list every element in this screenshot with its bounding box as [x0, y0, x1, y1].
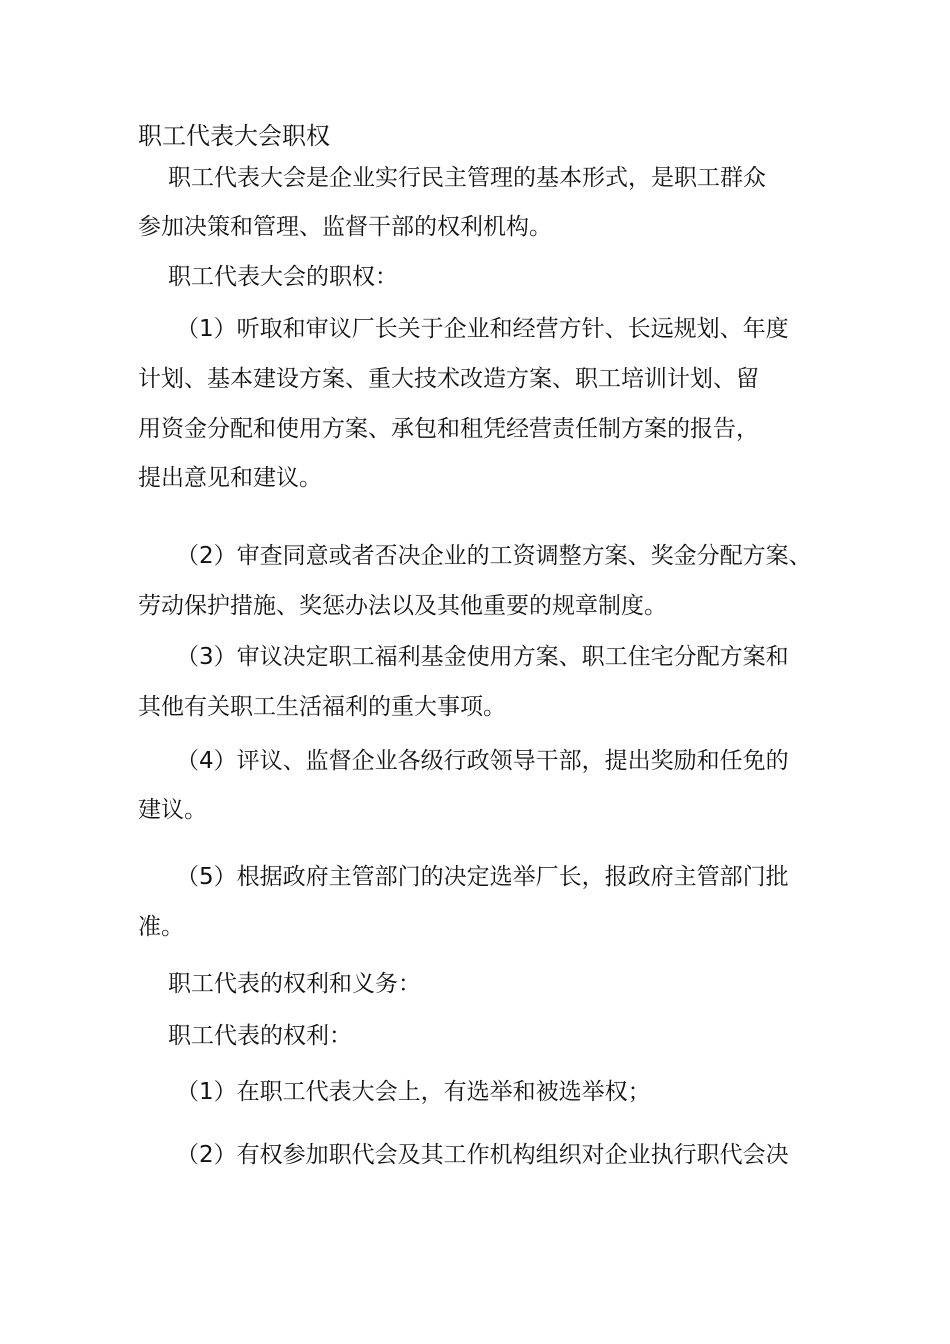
item5-line-1: （5）根据政府主管部门的决定选举厂长，报政府主管部门批 — [176, 864, 789, 890]
item2-line-2: 劳动保护措施、奖惩办法以及其他重要的规章制度。 — [138, 593, 667, 619]
rights-heading: 职工代表的权利： — [168, 1023, 352, 1049]
rights-duties-heading: 职工代表的权利和义务： — [168, 971, 421, 997]
intro-line-1: 职工代表大会是企业实行民主管理的基本形式，是职工群众 — [168, 165, 766, 191]
item3-line-1: （3）审议决定职工福利基金使用方案、职工住宅分配方案和 — [176, 644, 789, 670]
item1-line-2: 计划、基本建设方案、重大技术改造方案、职工培训计划、留 — [138, 366, 759, 392]
item1-line-3: 用资金分配和使用方案、承包和租凭经营责任制方案的报告， — [138, 416, 759, 442]
item3-line-2: 其他有关职工生活福利的重大事项。 — [138, 694, 506, 720]
item1-line-1: （1）听取和审议厂长关于企业和经营方针、长远规划、年度 — [176, 316, 789, 342]
intro-line-2: 参加决策和管理、监督干部的权利机构。 — [138, 214, 552, 240]
right-item-2: （2）有权参加职代会及其工作机构组织对企业执行职代会决 — [176, 1142, 789, 1168]
item4-line-2: 建议。 — [138, 797, 207, 823]
right-item-1: （1）在职工代表大会上，有选举和被选举权； — [176, 1079, 651, 1105]
item5-line-2: 准。 — [138, 914, 184, 940]
item4-line-1: （4）评议、监督企业各级行政领导干部，提出奖励和任免的 — [176, 748, 789, 774]
item2-line-1: （2）审查同意或者否决企业的工资调整方案、奖金分配方案、 — [176, 543, 812, 569]
powers-heading: 职工代表大会的职权： — [168, 264, 398, 290]
item1-line-4: 提出意见和建议。 — [138, 465, 322, 491]
document-title: 职工代表大会职权 — [138, 122, 330, 150]
